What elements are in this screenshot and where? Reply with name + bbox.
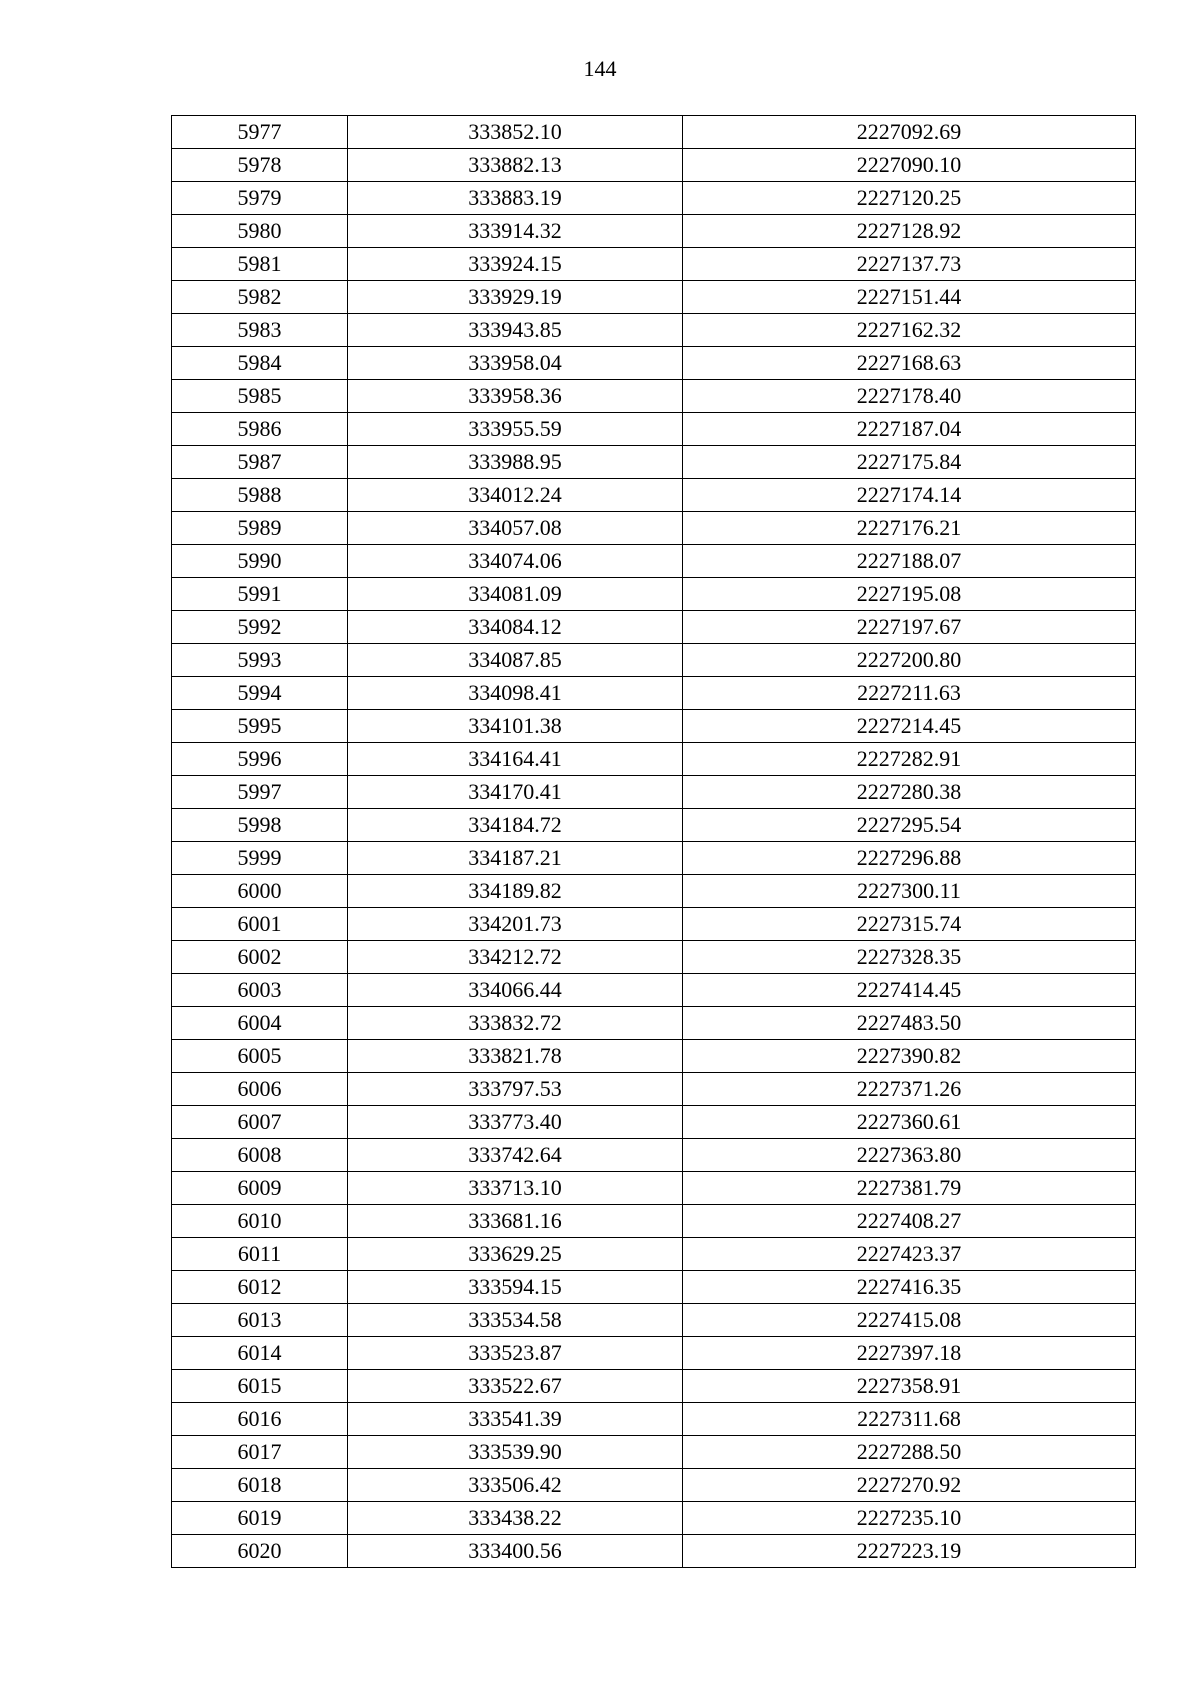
y-coordinate-cell: 2227168.63 bbox=[683, 347, 1136, 380]
y-coordinate-cell: 2227092.69 bbox=[683, 116, 1136, 149]
point-number-cell: 5988 bbox=[172, 479, 348, 512]
y-coordinate-cell: 2227296.88 bbox=[683, 842, 1136, 875]
x-coordinate-cell: 333852.10 bbox=[348, 116, 683, 149]
y-coordinate-cell: 2227128.92 bbox=[683, 215, 1136, 248]
point-number-cell: 5996 bbox=[172, 743, 348, 776]
point-number-cell: 6010 bbox=[172, 1205, 348, 1238]
table-row bbox=[172, 710, 1136, 743]
point-number-cell: 6017 bbox=[172, 1436, 348, 1469]
table-row bbox=[172, 776, 1136, 809]
x-coordinate-cell: 334187.21 bbox=[348, 842, 683, 875]
point-number-cell: 6000 bbox=[172, 875, 348, 908]
point-number-cell: 6019 bbox=[172, 1502, 348, 1535]
x-coordinate-cell: 333955.59 bbox=[348, 413, 683, 446]
table-row bbox=[172, 116, 1136, 149]
table-row bbox=[172, 974, 1136, 1007]
y-coordinate-cell: 2227390.82 bbox=[683, 1040, 1136, 1073]
x-coordinate-cell: 334012.24 bbox=[348, 479, 683, 512]
table-row bbox=[172, 842, 1136, 875]
table-row bbox=[172, 347, 1136, 380]
table-row bbox=[172, 1106, 1136, 1139]
table-row bbox=[172, 182, 1136, 215]
y-coordinate-cell: 2227423.37 bbox=[683, 1238, 1136, 1271]
point-number-cell: 5985 bbox=[172, 380, 348, 413]
point-number-cell: 5992 bbox=[172, 611, 348, 644]
table-row bbox=[172, 512, 1136, 545]
table-row bbox=[172, 1469, 1136, 1502]
x-coordinate-cell: 334170.41 bbox=[348, 776, 683, 809]
y-coordinate-cell: 2227120.25 bbox=[683, 182, 1136, 215]
table-row bbox=[172, 1205, 1136, 1238]
table-row bbox=[172, 1040, 1136, 1073]
table-row bbox=[172, 908, 1136, 941]
table-row bbox=[172, 875, 1136, 908]
point-number-cell: 6006 bbox=[172, 1073, 348, 1106]
point-number-cell: 6016 bbox=[172, 1403, 348, 1436]
point-number-cell: 6007 bbox=[172, 1106, 348, 1139]
y-coordinate-cell: 2227416.35 bbox=[683, 1271, 1136, 1304]
table-row bbox=[172, 1436, 1136, 1469]
y-coordinate-cell: 2227288.50 bbox=[683, 1436, 1136, 1469]
point-number-cell: 6015 bbox=[172, 1370, 348, 1403]
x-coordinate-cell: 333438.22 bbox=[348, 1502, 683, 1535]
point-number-cell: 5999 bbox=[172, 842, 348, 875]
x-coordinate-cell: 334164.41 bbox=[348, 743, 683, 776]
x-coordinate-cell: 333988.95 bbox=[348, 446, 683, 479]
point-number-cell: 5981 bbox=[172, 248, 348, 281]
y-coordinate-cell: 2227415.08 bbox=[683, 1304, 1136, 1337]
y-coordinate-cell: 2227174.14 bbox=[683, 479, 1136, 512]
point-number-cell: 6018 bbox=[172, 1469, 348, 1502]
table-row bbox=[172, 1073, 1136, 1106]
y-coordinate-cell: 2227187.04 bbox=[683, 413, 1136, 446]
point-number-cell: 5982 bbox=[172, 281, 348, 314]
point-number-cell: 6014 bbox=[172, 1337, 348, 1370]
point-number-cell: 5983 bbox=[172, 314, 348, 347]
x-coordinate-cell: 333541.39 bbox=[348, 1403, 683, 1436]
y-coordinate-cell: 2227414.45 bbox=[683, 974, 1136, 1007]
y-coordinate-cell: 2227371.26 bbox=[683, 1073, 1136, 1106]
coordinate-table bbox=[171, 115, 1136, 1568]
table-row bbox=[172, 1007, 1136, 1040]
y-coordinate-cell: 2227408.27 bbox=[683, 1205, 1136, 1238]
y-coordinate-cell: 2227214.45 bbox=[683, 710, 1136, 743]
x-coordinate-cell: 333882.13 bbox=[348, 149, 683, 182]
y-coordinate-cell: 2227151.44 bbox=[683, 281, 1136, 314]
y-coordinate-cell: 2227381.79 bbox=[683, 1172, 1136, 1205]
point-number-cell: 6013 bbox=[172, 1304, 348, 1337]
point-number-cell: 6002 bbox=[172, 941, 348, 974]
point-number-cell: 5995 bbox=[172, 710, 348, 743]
y-coordinate-cell: 2227295.54 bbox=[683, 809, 1136, 842]
table-row bbox=[172, 479, 1136, 512]
y-coordinate-cell: 2227328.35 bbox=[683, 941, 1136, 974]
point-number-cell: 6011 bbox=[172, 1238, 348, 1271]
x-coordinate-cell: 333832.72 bbox=[348, 1007, 683, 1040]
point-number-cell: 6004 bbox=[172, 1007, 348, 1040]
table-row bbox=[172, 413, 1136, 446]
point-number-cell: 5986 bbox=[172, 413, 348, 446]
table-row bbox=[172, 644, 1136, 677]
x-coordinate-cell: 333534.58 bbox=[348, 1304, 683, 1337]
point-number-cell: 5990 bbox=[172, 545, 348, 578]
x-coordinate-cell: 333523.87 bbox=[348, 1337, 683, 1370]
y-coordinate-cell: 2227211.63 bbox=[683, 677, 1136, 710]
x-coordinate-cell: 333522.67 bbox=[348, 1370, 683, 1403]
point-number-cell: 5984 bbox=[172, 347, 348, 380]
y-coordinate-cell: 2227311.68 bbox=[683, 1403, 1136, 1436]
x-coordinate-cell: 333929.19 bbox=[348, 281, 683, 314]
y-coordinate-cell: 2227176.21 bbox=[683, 512, 1136, 545]
x-coordinate-cell: 333958.36 bbox=[348, 380, 683, 413]
x-coordinate-cell: 334057.08 bbox=[348, 512, 683, 545]
y-coordinate-cell: 2227090.10 bbox=[683, 149, 1136, 182]
y-coordinate-cell: 2227235.10 bbox=[683, 1502, 1136, 1535]
point-number-cell: 5979 bbox=[172, 182, 348, 215]
x-coordinate-cell: 333742.64 bbox=[348, 1139, 683, 1172]
x-coordinate-cell: 333914.32 bbox=[348, 215, 683, 248]
x-coordinate-cell: 334184.72 bbox=[348, 809, 683, 842]
x-coordinate-cell: 333713.10 bbox=[348, 1172, 683, 1205]
x-coordinate-cell: 333924.15 bbox=[348, 248, 683, 281]
point-number-cell: 5977 bbox=[172, 116, 348, 149]
table-row bbox=[172, 215, 1136, 248]
point-number-cell: 6001 bbox=[172, 908, 348, 941]
point-number-cell: 5993 bbox=[172, 644, 348, 677]
y-coordinate-cell: 2227137.73 bbox=[683, 248, 1136, 281]
x-coordinate-cell: 333629.25 bbox=[348, 1238, 683, 1271]
x-coordinate-cell: 333821.78 bbox=[348, 1040, 683, 1073]
table-row bbox=[172, 314, 1136, 347]
x-coordinate-cell: 333958.04 bbox=[348, 347, 683, 380]
x-coordinate-cell: 334212.72 bbox=[348, 941, 683, 974]
x-coordinate-cell: 333681.16 bbox=[348, 1205, 683, 1238]
y-coordinate-cell: 2227300.11 bbox=[683, 875, 1136, 908]
table-row bbox=[172, 281, 1136, 314]
x-coordinate-cell: 333539.90 bbox=[348, 1436, 683, 1469]
y-coordinate-cell: 2227178.40 bbox=[683, 380, 1136, 413]
table-row bbox=[172, 677, 1136, 710]
x-coordinate-cell: 333594.15 bbox=[348, 1271, 683, 1304]
point-number-cell: 6020 bbox=[172, 1535, 348, 1568]
y-coordinate-cell: 2227200.80 bbox=[683, 644, 1136, 677]
point-number-cell: 5989 bbox=[172, 512, 348, 545]
y-coordinate-cell: 2227223.19 bbox=[683, 1535, 1136, 1568]
x-coordinate-cell: 334074.06 bbox=[348, 545, 683, 578]
table-row bbox=[172, 1238, 1136, 1271]
y-coordinate-cell: 2227282.91 bbox=[683, 743, 1136, 776]
table-row bbox=[172, 1304, 1136, 1337]
point-number-cell: 5994 bbox=[172, 677, 348, 710]
table-row bbox=[172, 809, 1136, 842]
table-row bbox=[172, 380, 1136, 413]
x-coordinate-cell: 334087.85 bbox=[348, 644, 683, 677]
point-number-cell: 5997 bbox=[172, 776, 348, 809]
y-coordinate-cell: 2227315.74 bbox=[683, 908, 1136, 941]
x-coordinate-cell: 333506.42 bbox=[348, 1469, 683, 1502]
x-coordinate-cell: 334098.41 bbox=[348, 677, 683, 710]
x-coordinate-cell: 333943.85 bbox=[348, 314, 683, 347]
table-row bbox=[172, 743, 1136, 776]
y-coordinate-cell: 2227360.61 bbox=[683, 1106, 1136, 1139]
y-coordinate-cell: 2227188.07 bbox=[683, 545, 1136, 578]
x-coordinate-cell: 334084.12 bbox=[348, 611, 683, 644]
y-coordinate-cell: 2227483.50 bbox=[683, 1007, 1136, 1040]
table-row bbox=[172, 1502, 1136, 1535]
table-row bbox=[172, 1370, 1136, 1403]
point-number-cell: 5991 bbox=[172, 578, 348, 611]
table-row bbox=[172, 545, 1136, 578]
table-row bbox=[172, 578, 1136, 611]
point-number-cell: 6012 bbox=[172, 1271, 348, 1304]
x-coordinate-cell: 333400.56 bbox=[348, 1535, 683, 1568]
y-coordinate-cell: 2227358.91 bbox=[683, 1370, 1136, 1403]
point-number-cell: 5978 bbox=[172, 149, 348, 182]
point-number-cell: 6008 bbox=[172, 1139, 348, 1172]
table-row bbox=[172, 1403, 1136, 1436]
table-row bbox=[172, 446, 1136, 479]
table-row bbox=[172, 1172, 1136, 1205]
point-number-cell: 6009 bbox=[172, 1172, 348, 1205]
x-coordinate-cell: 334189.82 bbox=[348, 875, 683, 908]
point-number-cell: 5987 bbox=[172, 446, 348, 479]
y-coordinate-cell: 2227363.80 bbox=[683, 1139, 1136, 1172]
table-row bbox=[172, 149, 1136, 182]
x-coordinate-cell: 333797.53 bbox=[348, 1073, 683, 1106]
x-coordinate-cell: 333773.40 bbox=[348, 1106, 683, 1139]
y-coordinate-cell: 2227197.67 bbox=[683, 611, 1136, 644]
y-coordinate-cell: 2227280.38 bbox=[683, 776, 1136, 809]
y-coordinate-cell: 2227270.92 bbox=[683, 1469, 1136, 1502]
table-row bbox=[172, 611, 1136, 644]
y-coordinate-cell: 2227162.32 bbox=[683, 314, 1136, 347]
table-row bbox=[172, 1271, 1136, 1304]
table-row bbox=[172, 248, 1136, 281]
x-coordinate-cell: 334101.38 bbox=[348, 710, 683, 743]
page-number: 144 bbox=[583, 56, 617, 81]
x-coordinate-cell: 334066.44 bbox=[348, 974, 683, 1007]
point-number-cell: 6005 bbox=[172, 1040, 348, 1073]
point-number-cell: 5998 bbox=[172, 809, 348, 842]
x-coordinate-cell: 334201.73 bbox=[348, 908, 683, 941]
y-coordinate-cell: 2227175.84 bbox=[683, 446, 1136, 479]
y-coordinate-cell: 2227195.08 bbox=[683, 578, 1136, 611]
x-coordinate-cell: 334081.09 bbox=[348, 578, 683, 611]
table-body bbox=[172, 116, 1136, 1568]
point-number-cell: 6003 bbox=[172, 974, 348, 1007]
table-row bbox=[172, 1139, 1136, 1172]
point-number-cell: 5980 bbox=[172, 215, 348, 248]
y-coordinate-cell: 2227397.18 bbox=[683, 1337, 1136, 1370]
table-row bbox=[172, 1337, 1136, 1370]
x-coordinate-cell: 333883.19 bbox=[348, 182, 683, 215]
table-row bbox=[172, 1535, 1136, 1568]
table-row bbox=[172, 941, 1136, 974]
